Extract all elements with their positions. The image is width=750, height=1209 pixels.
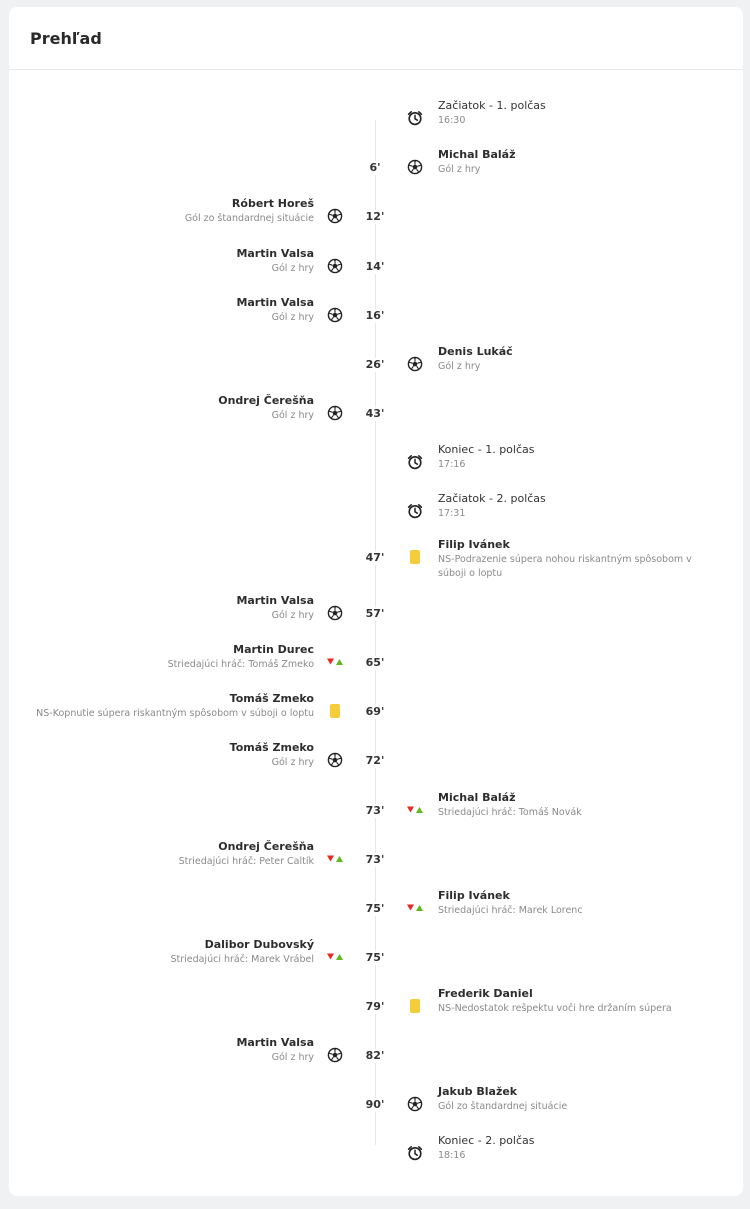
event-minute: 72'	[351, 754, 399, 768]
player-name: Jakub Blažek	[438, 1085, 518, 1098]
ball-icon	[327, 258, 343, 274]
event-minute: 47'	[351, 551, 399, 565]
player-name: Martin Valsa	[236, 594, 314, 607]
event-detail: Striedajúci hráč: Marek Lorenc	[438, 905, 583, 916]
substitution-icon	[327, 949, 343, 965]
ball-icon	[327, 605, 343, 621]
timeline-event	[9, 296, 743, 326]
period-time: 16:30	[438, 115, 466, 126]
event-text	[14, 197, 314, 226]
event-minute: 12'	[351, 210, 399, 224]
event-detail: Striedajúci hráč: Tomáš Zmeko	[167, 659, 314, 670]
event-text	[14, 938, 314, 967]
event-minute: 75'	[351, 902, 399, 916]
event-minute: 82'	[351, 1049, 399, 1063]
event-text	[14, 594, 314, 623]
event-text	[14, 247, 314, 276]
timeline-event	[9, 594, 743, 624]
event-text	[438, 443, 708, 472]
timeline-event	[9, 987, 743, 1017]
event-text	[438, 99, 708, 128]
event-detail: Striedajúci hráč: Tomáš Novák	[438, 807, 582, 818]
player-name: Tomáš Zmeko	[229, 692, 314, 705]
timeline-event	[9, 938, 743, 968]
match-timeline	[9, 7, 743, 1196]
period-time: 18:16	[438, 1150, 466, 1161]
event-detail: Gól z hry	[271, 757, 314, 768]
timeline-event	[9, 247, 743, 277]
event-text	[14, 296, 314, 325]
event-text	[438, 987, 708, 1016]
event-minute: 79'	[351, 1000, 399, 1014]
event-detail: NS-Nedostatok rešpektu voči hre držaním súpera	[438, 1003, 672, 1014]
player-name: Martin Valsa	[236, 1036, 314, 1049]
event-minute: 69'	[351, 705, 399, 719]
event-minute: 43'	[351, 407, 399, 421]
player-name: Martin Valsa	[236, 247, 314, 260]
timeline-event	[9, 492, 743, 522]
player-name: Róbert Horeš	[231, 197, 314, 210]
event-text	[438, 345, 708, 374]
timeline-event	[9, 741, 743, 771]
page-title: Prehľad	[30, 29, 102, 48]
event-detail: Gól zo štandardnej situácie	[438, 1101, 568, 1112]
substitution-icon	[407, 802, 423, 818]
player-name: Martin Durec	[233, 643, 314, 656]
event-detail: Striedajúci hráč: Peter Caltík	[178, 856, 314, 867]
event-detail: Gól z hry	[438, 164, 481, 175]
event-detail: Gól z hry	[271, 410, 314, 421]
event-minute: 14'	[351, 260, 399, 274]
event-detail: Gól zo štandardnej situácie	[184, 213, 314, 224]
event-detail: Gól z hry	[271, 1052, 314, 1063]
event-text	[438, 492, 708, 521]
timeline-event	[9, 148, 743, 178]
event-text	[438, 148, 708, 177]
event-text	[14, 692, 314, 721]
player-name: Michal Baláž	[438, 148, 516, 161]
timeline-event	[9, 345, 743, 375]
period-time: 17:31	[438, 508, 466, 519]
player-name: Tomáš Zmeko	[229, 741, 314, 754]
event-detail: Striedajúci hráč: Marek Vrábel	[170, 954, 314, 965]
ball-icon	[327, 307, 343, 323]
event-detail: NS-Kopnutie súpera riskantným spôsobom v súboji o loptu	[36, 708, 314, 719]
timeline-event	[9, 197, 743, 227]
event-detail: Gól z hry	[271, 263, 314, 274]
event-text	[14, 394, 314, 423]
ball-icon	[327, 208, 343, 224]
substitution-icon	[327, 654, 343, 670]
event-minute: 73'	[351, 853, 399, 867]
timeline-event	[9, 538, 743, 579]
timeline-event	[9, 889, 743, 919]
timeline-event	[9, 1036, 743, 1066]
event-minute: 73'	[351, 804, 399, 818]
event-text	[14, 741, 314, 770]
timeline-event	[9, 1134, 743, 1164]
timeline-event	[9, 99, 743, 129]
player-name: Filip Ivánek	[438, 889, 510, 902]
event-minute: 90'	[351, 1098, 399, 1112]
yellow-card-icon	[407, 998, 423, 1014]
event-text	[14, 643, 314, 672]
clock-icon	[407, 454, 423, 470]
yellow-card-icon	[407, 549, 423, 565]
event-minute: 65'	[351, 656, 399, 670]
overview-card	[9, 7, 743, 1196]
substitution-icon	[407, 900, 423, 916]
ball-icon	[407, 356, 423, 372]
event-text	[14, 840, 314, 869]
player-name: Filip Ivánek	[438, 538, 510, 551]
timeline-event	[9, 394, 743, 424]
player-name: Dalibor Dubovský	[204, 938, 314, 951]
player-name: Frederik Daniel	[438, 987, 533, 1000]
event-text	[438, 538, 708, 581]
event-minute: 75'	[351, 951, 399, 965]
event-text	[438, 1134, 708, 1163]
event-minute: 6'	[351, 161, 399, 175]
timeline-event	[9, 1085, 743, 1115]
player-name: Martin Valsa	[236, 296, 314, 309]
event-detail: Gól z hry	[271, 610, 314, 621]
ball-icon	[327, 1047, 343, 1063]
player-name: Michal Baláž	[438, 791, 516, 804]
clock-icon	[407, 110, 423, 126]
player-name: Denis Lukáč	[438, 345, 513, 358]
timeline-event	[9, 443, 743, 473]
event-detail: Gól z hry	[271, 312, 314, 323]
event-minute: 16'	[351, 309, 399, 323]
timeline-event	[9, 643, 743, 673]
event-text	[438, 889, 708, 918]
ball-icon	[327, 405, 343, 421]
clock-icon	[407, 1145, 423, 1161]
period-label: Koniec - 1. polčas	[438, 443, 535, 456]
ball-icon	[407, 159, 423, 175]
event-text	[438, 1085, 708, 1114]
period-label: Začiatok - 2. polčas	[438, 492, 546, 505]
ball-icon	[327, 752, 343, 768]
period-label: Koniec - 2. polčas	[438, 1134, 535, 1147]
timeline-event	[9, 791, 743, 821]
ball-icon	[407, 1096, 423, 1112]
event-text	[438, 791, 708, 820]
timeline-event	[9, 840, 743, 870]
period-label: Začiatok - 1. polčas	[438, 99, 546, 112]
player-name: Ondrej Čerešňa	[218, 394, 314, 407]
substitution-icon	[327, 851, 343, 867]
clock-icon	[407, 503, 423, 519]
event-detail: Gól z hry	[438, 361, 481, 372]
event-minute: 26'	[351, 358, 399, 372]
player-name: Ondrej Čerešňa	[218, 840, 314, 853]
event-minute: 57'	[351, 607, 399, 621]
timeline-event	[9, 692, 743, 722]
yellow-card-icon	[327, 703, 343, 719]
event-detail: NS-Podrazenie súpera nohou riskantným spôsobom v súboji o loptu	[438, 554, 692, 579]
event-text	[14, 1036, 314, 1065]
period-time: 17:16	[438, 459, 466, 470]
